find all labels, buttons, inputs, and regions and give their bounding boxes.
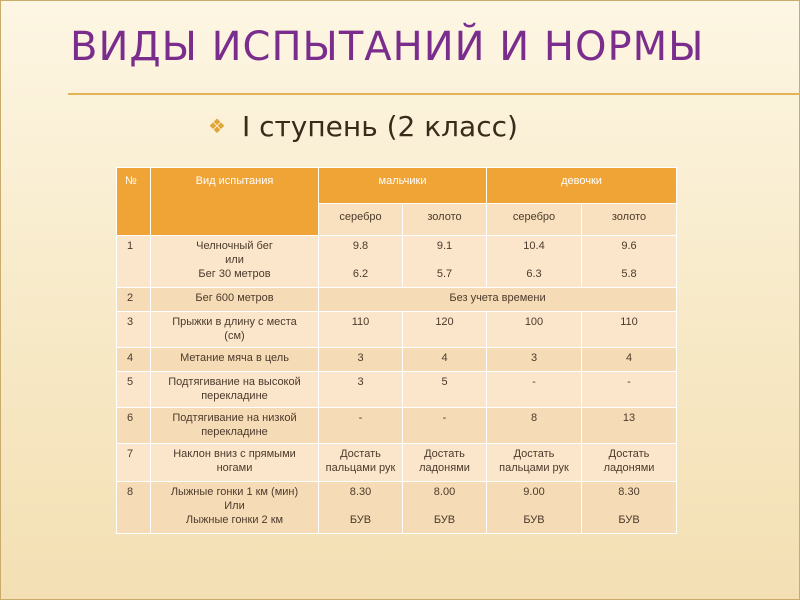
subtitle: I ступень (2 класс) (241, 110, 518, 143)
subtitle-row (208, 110, 518, 143)
boys-silver-cell: 9.8 6.2 (319, 236, 403, 288)
girls-silver-cell: 8 (487, 408, 582, 444)
girls-silver-cell: 3 (487, 348, 582, 372)
boys-silver-cell: 3 (319, 348, 403, 372)
boys-gold-cell: 8.00 БУВ (403, 482, 487, 534)
header-boys-gold: золото (403, 204, 487, 236)
boys-gold-cell: 5 (403, 372, 487, 408)
girls-gold-cell: 110 (582, 312, 677, 348)
row-test: Челночный бег или Бег 30 метров (151, 236, 319, 288)
row-test: Бег 600 метров (151, 288, 319, 312)
girls-silver-cell: 100 (487, 312, 582, 348)
table-row (117, 482, 677, 534)
boys-gold-cell: Достать ладонями (403, 444, 487, 482)
boys-silver-cell: 8.30 БУВ (319, 482, 403, 534)
merged-cell: Без учета времени (319, 288, 677, 312)
table-row (117, 444, 677, 482)
header-girls-silver: серебро (487, 204, 582, 236)
header-num: № (117, 168, 151, 236)
table-row (117, 236, 677, 288)
row-test: Лыжные гонки 1 км (мин) Или Лыжные гонки 2 км (151, 482, 319, 534)
table-row (117, 288, 677, 312)
girls-gold-cell: Достать ладонями (582, 444, 677, 482)
header-boys: мальчики (319, 168, 487, 204)
row-num: 6 (117, 408, 151, 444)
page-title: ВИДЫ ИСПЫТАНИЙ И НОРМЫ (70, 24, 705, 70)
girls-gold-cell: 13 (582, 408, 677, 444)
header-girls-gold: золото (582, 204, 677, 236)
diamond-bullet-icon: ❖ (208, 116, 226, 138)
row-num: 8 (117, 482, 151, 534)
girls-gold-cell: 8.30 БУВ (582, 482, 677, 534)
title-underline (68, 93, 800, 95)
row-test: Наклон вниз с прямыми ногами (151, 444, 319, 482)
row-test: Подтягивание на высокой перекладине (151, 372, 319, 408)
girls-silver-cell: - (487, 372, 582, 408)
girls-gold-cell: - (582, 372, 677, 408)
boys-gold-cell: - (403, 408, 487, 444)
row-test: Подтягивание на низкой перекладине (151, 408, 319, 444)
girls-gold-cell: 9.6 5.8 (582, 236, 677, 288)
table-row (117, 312, 677, 348)
row-test: Прыжки в длину с места (см) (151, 312, 319, 348)
row-num: 2 (117, 288, 151, 312)
table-row (117, 408, 677, 444)
header-girls: девочки (487, 168, 677, 204)
row-num: 7 (117, 444, 151, 482)
table-row (117, 372, 677, 408)
header-test: Вид испытания (151, 168, 319, 236)
row-num: 3 (117, 312, 151, 348)
boys-gold-cell: 120 (403, 312, 487, 348)
girls-gold-cell: 4 (582, 348, 677, 372)
boys-gold-cell: 9.1 5.7 (403, 236, 487, 288)
row-test: Метание мяча в цель (151, 348, 319, 372)
norms-table (116, 167, 677, 534)
boys-gold-cell: 4 (403, 348, 487, 372)
girls-silver-cell: 9.00 БУВ (487, 482, 582, 534)
girls-silver-cell: Достать пальцами рук (487, 444, 582, 482)
girls-silver-cell: 10.4 6.3 (487, 236, 582, 288)
boys-silver-cell: 110 (319, 312, 403, 348)
row-num: 1 (117, 236, 151, 288)
row-num: 5 (117, 372, 151, 408)
table-row (117, 348, 677, 372)
boys-silver-cell: Достать пальцами рук (319, 444, 403, 482)
row-num: 4 (117, 348, 151, 372)
boys-silver-cell: 3 (319, 372, 403, 408)
header-boys-silver: серебро (319, 204, 403, 236)
boys-silver-cell: - (319, 408, 403, 444)
